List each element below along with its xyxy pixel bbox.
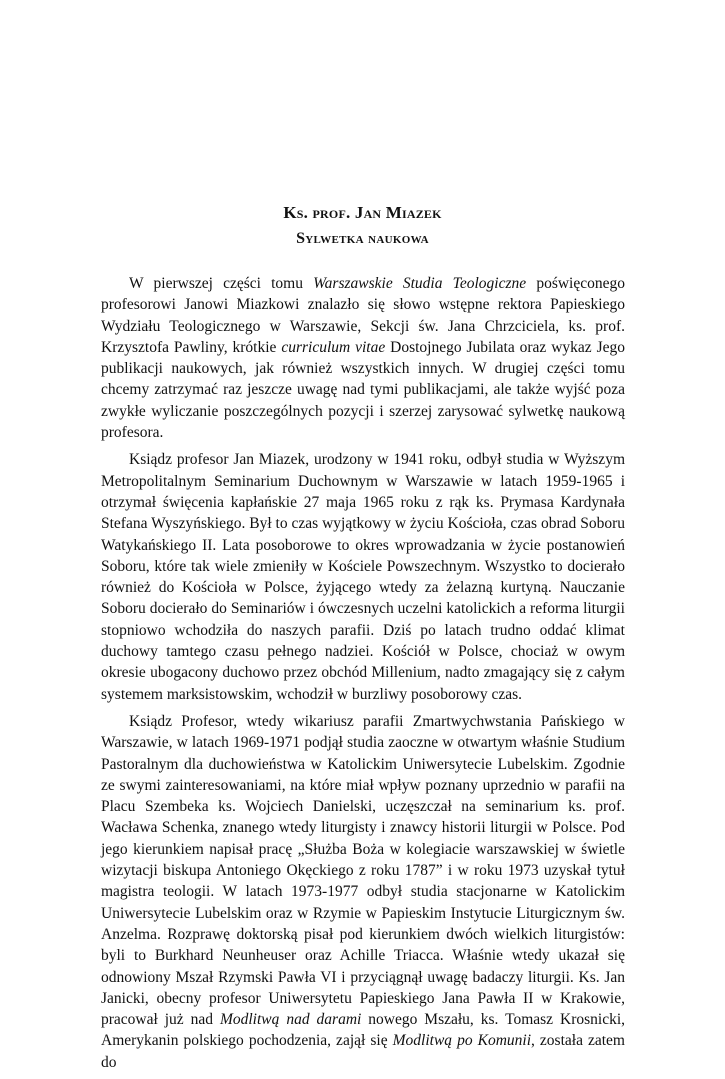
paragraph-1-text-b: poświęconego profesorowi Janowi Miazkowi znalazło się słowo wstępne rektora Papieskiego Wydziału Teologicznego w Warszawie, Sekcji św. Jana Chrzciciela, ks. prof. Krzysztofa Pawliny, krótkie [101, 275, 625, 356]
paragraph-3-text-c: , została zatem do [101, 1032, 625, 1071]
paragraph-1-text-a: W pierwszej części tomu [129, 275, 314, 292]
article-subtitle: Sylwetka naukowa [296, 230, 429, 247]
paragraph-2-text: Ksiądz profesor Jan Miazek, urodzony w 1941 roku, odbył studia w Wyższym Metropolitalnym Seminarium Duchownym w Warszawie w latach 1959-1965 i otrzymał święcenia kapłańskie 27 maja 1965 roku z rąk ks. Prymasa Kardynała Stefana Wyszyńskiego. Był to czas wyjątkowy w życiu Kościoła, czas obrad Soboru Watykańskiego II. Lata posoborowe to okres wprowadzania w życie postanowień Soboru, które tak wiele zmieniły w Kościele Powszechnym. Wszystko to docierało również do Kościoła w Polsce, żyjącego wtedy za żelazną kurtyną. Nauczanie Soboru docierało do Seminariów i ówczesnych uczelni katolickich a reforma liturgii stopniowo wchodziła do naszych parafii. Dziś po latach trudno oddać klimat duchowy tamtego czasu pełnego nadziei. Kościół w Polsce, chociaż w owym okresie ubogacony duchowo przez obchód Millenium, nadto zmagający się z całym systemem marksistowskim, wchodził w burzliwy posoborowy czas. [101, 451, 625, 703]
paragraph-2 [101, 449, 625, 705]
paragraph-3-italic-prayer-gifts: Modlitwą nad darami [219, 1011, 362, 1029]
article-header [0, 202, 725, 250]
paragraph-1-italic-cv: curriculum vitae [281, 338, 386, 356]
paragraph-1-text-c: Dostojnego Jubilata oraz wykaz Jego publikacji naukowych, jak również wszystkich innych. W drugiej części tomu chcemy zatrzymać raz jeszcze uwagę nad tymi publikacjami, ale także wyjść poza zwykłe wyliczanie poszczególnych pozycji i szerzej zarysować sylwetkę naukową profesora. [101, 338, 625, 442]
paragraph-3-text-a: Ksiądz Profesor, wtedy wikariusz parafii Zmartwychwstania Pańskiego w Warszawie, w latach 1969-1971 podjął studia zaoczne w otwartym właśnie Studium Pastoralnym dla duchowieństwa w Katolickim Uniwersytecie Lubelskim. Zgodnie ze swymi zainteresowaniami, na które miał wpływ poznany uprzednio w parafii na Placu Szembeka ks. Wojciech Danielski, uczęszczał na seminarium ks. prof. Wacława Schenka, znanego wtedy liturgisty i znawcy historii liturgii w Polsce. Pod jego kierunkiem napisał pracę „Służba Boża w kolegiacie warszawskiej w świetle wizytacji biskupa Antoniego Okęckiego z roku 1787” i w roku 1973 uzyskał tytuł magistra teologii. W latach 1973-1977 odbył studia stacjonarne w Katolickim Uniwersytecie Lubelskim oraz w Rzymie w Papieskim Instytucie Liturgicznym św. Anzelma. Rozprawę doktorską pisał pod kierunkiem dwóch wielkich liturgistów: byli to Burkhard Neunheuser oraz Achille Triacca. Właśnie wtedy ukazał się odnowiony Mszał Rzymski Pawła VI i przyciągnął uwagę badaczy liturgii. Ks. Jan Janicki, obecny profesor Uniwersytetu Papieskiego Jana Pawła II w Krakowie, pracował już nad [101, 712, 625, 1029]
article-title: Ks. prof. Jan Miazek [283, 203, 442, 222]
paragraph-3-text-b: nowego Mszału, ks. Tomasz Krosnicki, Amerykanin polskiego pochodzenia, zajął się [101, 1011, 626, 1050]
paragraph-3-italic-prayer-communion: Modlitwą po Komunii [392, 1032, 531, 1050]
paragraph-1 [101, 273, 625, 443]
paragraph-3 [101, 711, 625, 1073]
paragraph-1-italic-journal: Warszawskie Studia Teologiczne [313, 275, 527, 292]
article-body [101, 273, 625, 1079]
